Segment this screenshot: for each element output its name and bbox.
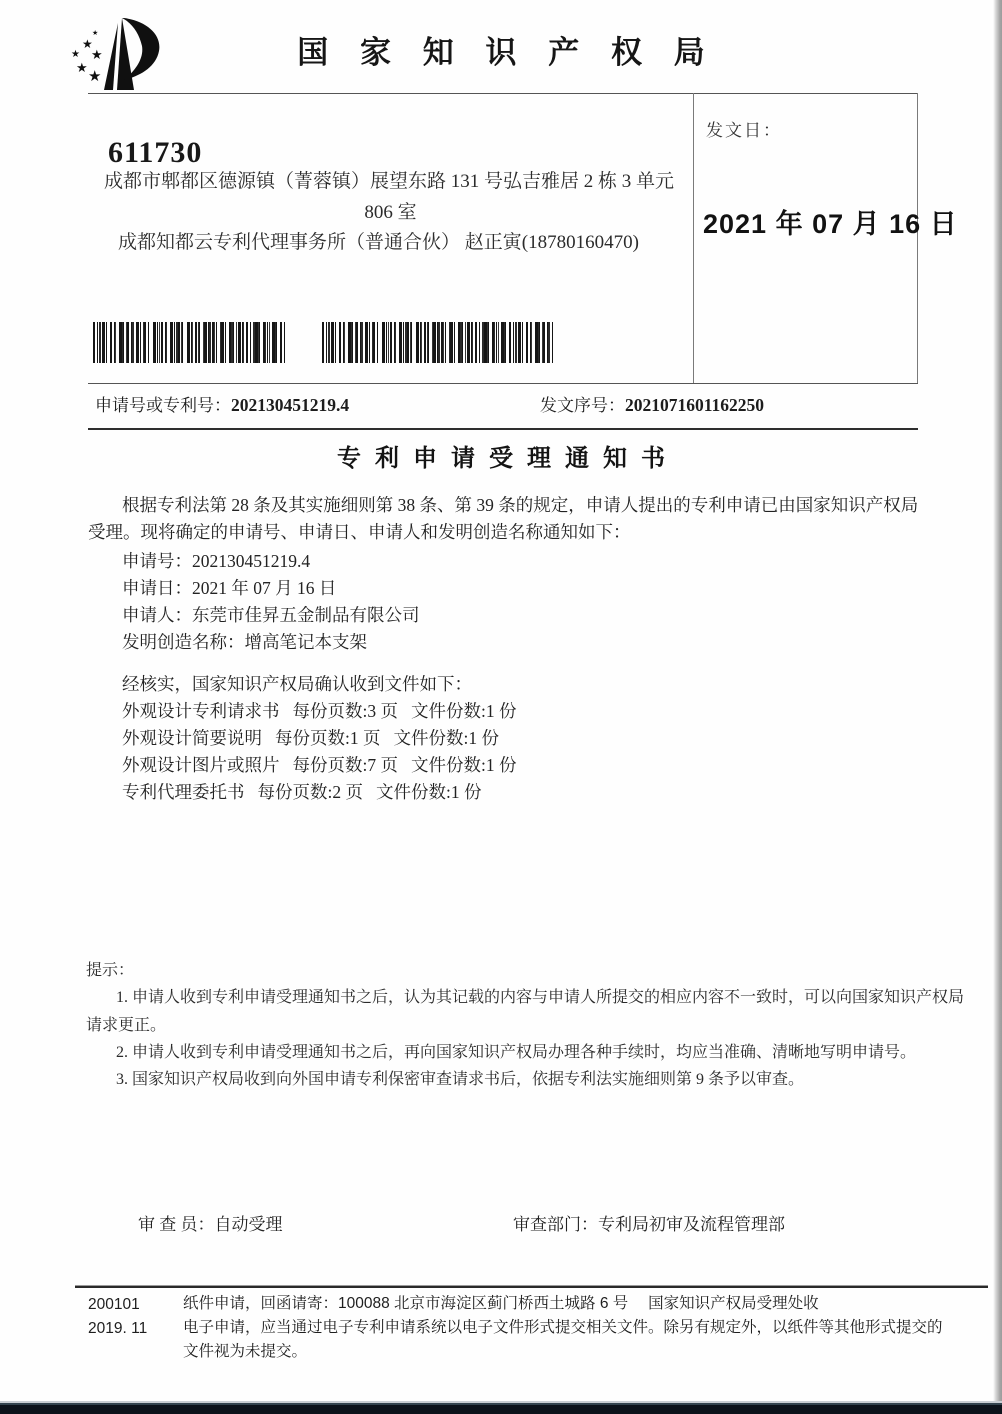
field-label: 申请号：	[122, 551, 192, 571]
dispatch-box-left-border	[693, 93, 694, 383]
field-label: 申请日：	[122, 578, 192, 598]
notice-title: 专利申请受理通知书	[337, 446, 679, 472]
field-label: 申请人：	[122, 605, 192, 625]
footer-line2: 电子申请，应当通过电子专利申请系统以电子文件形式提交相关文件。除另有规定外，以纸件等其他形式提交的	[183, 1319, 943, 1336]
footer-divider	[75, 1285, 988, 1288]
document-pages: 每份页数:3 页	[292, 701, 398, 721]
star-icon: ★	[76, 60, 88, 75]
notice-paragraph-line2: 受理。现将确定的申请号、申请日、申请人和发明创造名称通知如下：	[88, 522, 631, 542]
examiner-value: 自动受理	[214, 1215, 283, 1234]
field-filing-date	[122, 578, 336, 600]
field-value: 东莞市佳昇五金制品有限公司	[192, 605, 420, 625]
application-number-label: 申请号或专利号：	[95, 396, 231, 415]
footer-line3: 文件视为未提交。	[183, 1343, 308, 1360]
document-copies: 文件份数:1 份	[411, 701, 517, 721]
application-number-group	[95, 395, 349, 417]
field-value: 202130451219.4	[192, 551, 311, 571]
form-code: 200101	[88, 1296, 140, 1313]
dispatch-serial-label: 发文序号：	[540, 396, 625, 415]
postal-code: 611730	[108, 136, 203, 169]
dispatch-date-value: 2021 年 07 月 16 日	[703, 209, 958, 239]
tips-heading: 提示：	[86, 962, 135, 979]
document-name: 外观设计图片或照片	[122, 755, 280, 775]
received-documents-intro: 经核实，国家知识产权局确认收到文件如下：	[122, 674, 472, 694]
agency-title: 国 家 知 识 产 权 局	[297, 35, 717, 70]
title-section-divider	[88, 428, 918, 430]
received-document-row	[122, 701, 517, 723]
document-pages: 每份页数:2 页	[257, 782, 363, 802]
tip-item-2: 2. 申请人收到专利申请受理通知书之后，再向国家知识产权局办理各种手续时，均应当准确、清晰地写明申请号。	[116, 1044, 917, 1061]
examiner-label: 审 查 员：	[138, 1215, 215, 1234]
field-applicant	[122, 605, 420, 627]
barcode-right	[322, 322, 553, 363]
document-pages: 每份页数:1 页	[275, 728, 381, 748]
star-icon: ★	[82, 37, 93, 51]
recipient-address-line1: 成都市郫都区德源镇（菁蓉镇）展望东路 131 号弘吉雅居 2 栋 3 单元	[104, 171, 675, 192]
examiner-group	[138, 1214, 283, 1235]
scan-bottom-band	[0, 1401, 1002, 1414]
form-revision: 2019. 11	[88, 1320, 148, 1337]
document-pages: 每份页数:7 页	[292, 755, 398, 775]
dispatch-serial-value: 2021071601162250	[625, 395, 765, 415]
field-application-number	[122, 551, 310, 573]
received-document-row	[122, 755, 517, 777]
document-copies: 文件份数:1 份	[393, 728, 499, 748]
dispatch-date-label: 发文日：	[706, 121, 782, 140]
field-label: 发明创造名称：	[122, 632, 245, 652]
header-divider	[88, 93, 918, 94]
star-icon: ★	[71, 49, 80, 60]
document-name: 外观设计专利请求书	[122, 701, 280, 721]
department-group	[513, 1214, 785, 1235]
barcode-left	[93, 322, 285, 363]
department-value: 专利局初审及流程管理部	[598, 1215, 785, 1234]
footer-line1: 纸件申请，回函请寄：100088 北京市海淀区蓟门桥西土城路 6 号 国家知识产权局受理处收	[183, 1295, 819, 1312]
received-document-row	[122, 728, 499, 750]
notice-paragraph-line1: 根据专利法第 28 条及其实施细则第 38 条、第 39 条的规定，申请人提出的专利申请已由国家知识产权局	[122, 495, 919, 515]
recipient-agency-line: 成都知都云专利代理事务所（普通合伙） 赵正寅(18780160470)	[118, 232, 639, 253]
department-label: 审查部门：	[513, 1215, 598, 1234]
address-section-divider	[88, 383, 918, 384]
application-number-value: 202130451219.4	[231, 395, 350, 415]
recipient-address-line2: 806 室	[364, 202, 417, 223]
dispatch-serial-group	[540, 395, 764, 417]
document-copies: 文件份数:1 份	[411, 755, 517, 775]
tip-item-1-line2: 请求更正。	[86, 1017, 167, 1034]
scan-right-edge	[993, 0, 1002, 1414]
field-invention-title	[122, 632, 367, 654]
document-copies: 文件份数:1 份	[376, 782, 482, 802]
star-icon: ★	[91, 47, 103, 62]
tip-item-1-line1: 1. 申请人收到专利申请受理通知书之后，认为其记载的内容与申请人所提交的相应内容不一致时，可以向国家知识产权局	[116, 989, 965, 1006]
document-name: 专利代理委托书	[122, 782, 245, 802]
received-document-row	[122, 782, 482, 804]
star-icon: ★	[92, 29, 99, 37]
field-value: 2021 年 07 月 16 日	[192, 578, 337, 598]
field-value: 增高笔记本支架	[244, 632, 367, 652]
star-icon: ★	[88, 69, 102, 85]
document-name: 外观设计简要说明	[122, 728, 262, 748]
tip-item-3: 3. 国家知识产权局收到向外国申请专利保密审查请求书后，依据专利法实施细则第 9 条予以审查。	[116, 1071, 805, 1088]
